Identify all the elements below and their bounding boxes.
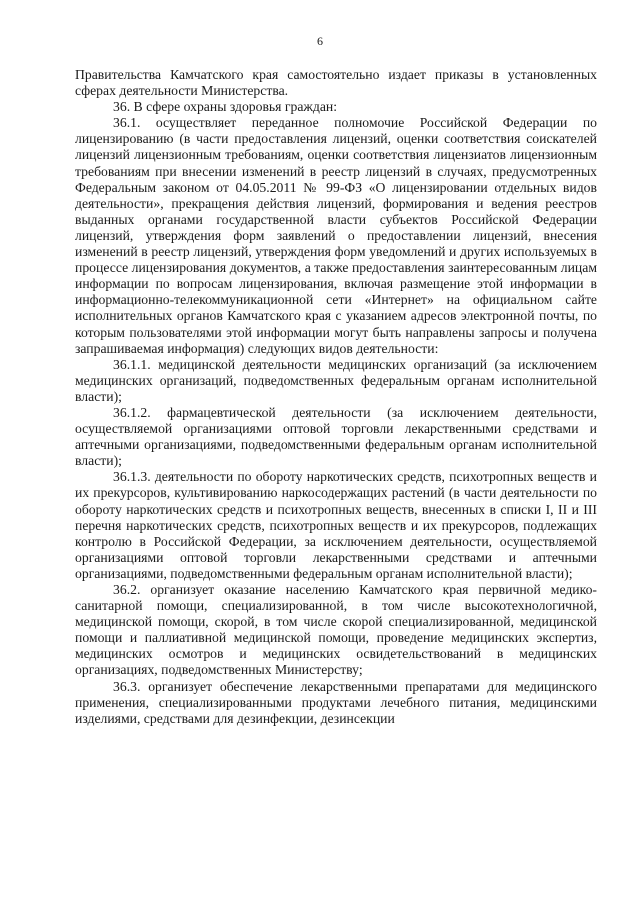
paragraph-continuation: Правительства Камчатского края самостоятельно издает приказы в установленных сферах деятельности Министерства. xyxy=(75,67,597,99)
page-number: 6 xyxy=(317,34,323,48)
paragraph-36-3: 36.3. организует обеспечение лекарственными препаратами для медицинского применения, специализированными продуктами лечебного питания, медицинскими изделиями, средствами для дезинфекции, дезинсекции xyxy=(75,678,597,726)
document-body xyxy=(75,67,597,727)
paragraph-36: 36. В сфере охраны здоровья граждан: xyxy=(113,99,338,115)
paragraph-36-1-3: 36.1.3. деятельности по обороту наркотических средств, психотропных веществ и их прекурсоров, культивированию наркосодержащих растений (в части деятельности по обороту наркотических средств и психотропных веществ, внесенных в списки I, II и III перечня наркотических средств, психотропных веществ и их прекурсоров, подлежащих контролю в Российской Федерации, за исключением деятельности, осуществляемой организациями оптовой торговли лекарственными средствами и аптечными организациями, подведомственными федеральным органам исполнительной власти); xyxy=(75,469,597,581)
paragraph-36-1-1: 36.1.1. медицинской деятельности медицинских организаций (за исключением медицинских организаций, подведомственных федеральным органам исполнительной власти); xyxy=(75,356,597,404)
paragraph-36-2: 36.2. организует оказание населению Камчатского края первичной медико-санитарной помощи, специализированной, в том числе высокотехнологичной, медицинской помощи, скорой, в том числе скорой специализированной, медицинской помощи и паллиативной медицинской помощи, проведение медицинских экспертиз, медицинских осмотров и медицинских освидетельствований в медицинских организациях, подведомственных Министерству; xyxy=(75,582,597,678)
paragraph-36-1-2: 36.1.2. фармацевтической деятельности (за исключением деятельности, осуществляемой организациями оптовой торговли лекарственными средствами и аптечными организациями, подведомственными федеральным органам исполнительной власти); xyxy=(75,404,597,469)
paragraph-36-1: 36.1. осуществляет переданное полномочие Российской Федерации по лицензированию (в части предоставления лицензий, оценки соответствия соискателей лицензий лицензионным требованиям, оценки соответствия лицензиатов лицензионным требованиям при внесении изменений в реестр лицензий в случаях, предусмотренных Федеральным законом от 04.05.2011 № 99-ФЗ «О лицензировании отдельных видов деятельности», прекращения действия лицензий, формирования и ведения реестров выданных органами государственной власти субъектов Российской Федерации лицензий, утверждения форм заявлений о предоставлении лицензий, внесения изменений в реестр лицензий, утверждения форм уведомлений и других используемых в процессе лицензирования документов, а также предоставления заинтересованным лицам информации по вопросам лицензирования, включая размещение этой информации в информационно-телекоммуникационной сети «Интернет» на официальном сайте исполнительных органов Камчатского края с указанием адресов электронной почты, по которым пользователями этой информации могут быть направлены запросы и получена запрашиваемая информация) следующих видов деятельности: xyxy=(75,115,597,356)
